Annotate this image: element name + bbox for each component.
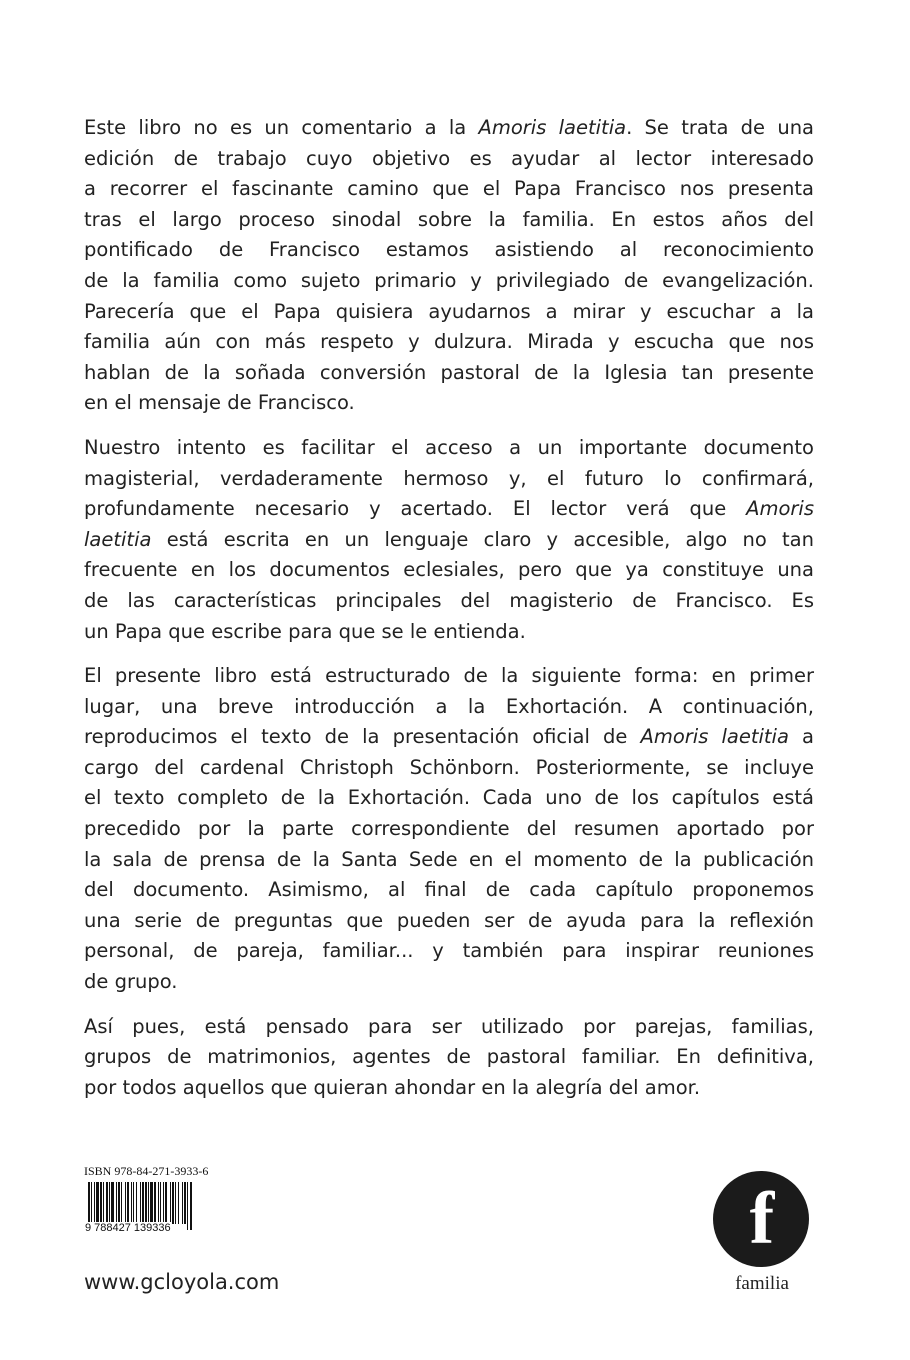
barcode-bar bbox=[160, 1182, 161, 1224]
paragraph bbox=[84, 433, 814, 647]
text-line bbox=[84, 586, 814, 617]
barcode-bar bbox=[125, 1182, 126, 1224]
text-line bbox=[84, 1012, 814, 1043]
paragraph bbox=[84, 113, 814, 419]
text-segment: frecuente en los documentos eclesiales, pero que ya constituye una bbox=[84, 558, 814, 582]
barcode-bar bbox=[96, 1182, 99, 1224]
barcode-bar bbox=[175, 1182, 176, 1224]
text-segment: a recorrer el fascinante camino que el Papa Francisco nos presenta bbox=[84, 177, 814, 201]
text-line bbox=[84, 967, 814, 998]
logo-caption: familia bbox=[735, 1273, 789, 1294]
familia-logo-mark bbox=[713, 1171, 809, 1267]
text-line bbox=[84, 906, 814, 937]
barcode-bar bbox=[184, 1182, 186, 1224]
italic-title: Amoris laetitia bbox=[478, 116, 627, 139]
text-segment: cargo del cardenal Christoph Schönborn. Posteriormente, se incluye bbox=[84, 755, 814, 779]
text-segment: un Papa que escribe para que se le entienda. bbox=[84, 619, 526, 643]
text-line bbox=[84, 875, 814, 906]
isbn-label: ISBN 978-84-271-3933-6 bbox=[84, 1164, 209, 1178]
text-line bbox=[84, 617, 814, 648]
text-line bbox=[84, 494, 814, 525]
text-segment: tras el largo proceso sinodal sobre la familia. En estos años del bbox=[84, 207, 814, 231]
text-line bbox=[84, 722, 814, 753]
text-segment: magisterial, verdaderamente hermoso y, el futuro lo confirmará, bbox=[84, 466, 814, 490]
text-line bbox=[84, 753, 814, 784]
barcode-bar bbox=[116, 1182, 117, 1224]
text-segment: Este libro no es un comentario a la bbox=[84, 116, 479, 139]
text-segment: de las características principales del magisterio de Francisco. Es bbox=[84, 588, 814, 612]
barcode-bar bbox=[106, 1182, 108, 1224]
text-segment: pontificado de Francisco estamos asistiendo al reconocimiento bbox=[84, 238, 814, 262]
barcode-bar bbox=[158, 1182, 159, 1224]
barcode-bar bbox=[103, 1182, 104, 1224]
text-segment: a bbox=[788, 725, 814, 749]
barcode-bar bbox=[170, 1182, 171, 1224]
barcode-bar bbox=[111, 1182, 114, 1224]
barcode-bar bbox=[136, 1182, 137, 1224]
text-segment: la sala de prensa de la Santa Sede en el momento de la publicación bbox=[84, 847, 814, 871]
text-segment: Parecería que el Papa quisiera ayudarnos a mirar y escuchar a la bbox=[84, 299, 814, 323]
barcode-bar bbox=[182, 1182, 183, 1224]
barcode-number bbox=[84, 1222, 230, 1234]
barcode-bar bbox=[121, 1182, 122, 1224]
text-segment: en el mensaje de Francisco. bbox=[84, 391, 355, 415]
italic-title: Amoris bbox=[746, 497, 814, 521]
text-line bbox=[84, 555, 814, 586]
barcode-bar bbox=[154, 1182, 156, 1224]
paragraph bbox=[84, 1012, 814, 1104]
text-segment: por todos aquellos que quieran ahondar en la alegría del amor. bbox=[84, 1075, 701, 1099]
text-line bbox=[84, 327, 814, 358]
text-segment: . Se trata de una bbox=[626, 116, 814, 139]
text-line bbox=[84, 433, 814, 464]
barcode-bar bbox=[178, 1182, 179, 1224]
text-segment: El presente libro está estructurado de la siguiente forma: en primer bbox=[84, 664, 814, 688]
barcode-number-text: 9 788427 139336 bbox=[85, 1222, 171, 1234]
barcode-bar bbox=[163, 1182, 164, 1224]
logo-letter: f bbox=[749, 1178, 775, 1260]
text-line bbox=[84, 358, 814, 389]
text-line bbox=[84, 814, 814, 845]
text-segment: Nuestro intento es facilitar el acceso a un importante documento bbox=[84, 435, 814, 459]
text-segment: edición de trabajo cuyo objetivo es ayudar al lector interesado bbox=[84, 146, 814, 170]
barcode-bar bbox=[172, 1182, 174, 1224]
text-segment: de grupo. bbox=[84, 970, 178, 994]
barcode-bar bbox=[148, 1182, 149, 1224]
text-segment: una serie de preguntas que pueden ser de ayuda para la reflexión bbox=[84, 908, 814, 932]
text-line bbox=[84, 936, 814, 967]
text-segment: personal, de pareja, familiar... y también para inspirar reuniones bbox=[84, 939, 814, 963]
text-line bbox=[84, 113, 814, 144]
text-line bbox=[84, 297, 814, 328]
barcode-bar bbox=[131, 1182, 132, 1224]
publisher-website: www.gcloyola.com bbox=[84, 1270, 280, 1294]
barcode-bar bbox=[145, 1182, 147, 1224]
text-line bbox=[84, 845, 814, 876]
barcode-bar bbox=[109, 1182, 110, 1224]
text-line bbox=[84, 1073, 814, 1104]
barcode-bar bbox=[165, 1182, 167, 1224]
text-segment: precedido por la parte correspondiente del resumen aportado por bbox=[84, 817, 814, 841]
barcode-bar bbox=[100, 1182, 102, 1224]
text-segment: Así pues, está pensado para ser utilizado por parejas, familias, bbox=[84, 1014, 814, 1038]
text-segment: profundamente necesario y acertado. El lector verá que bbox=[84, 497, 747, 521]
text-segment: grupos de matrimonios, agentes de pastoral familiar. En definitiva, bbox=[84, 1045, 814, 1069]
text-segment: está escrita en un lenguaje claro y accesible, algo no tan bbox=[151, 527, 814, 551]
text-line bbox=[84, 235, 814, 266]
barcode-bar bbox=[150, 1182, 153, 1224]
familia-logo-icon bbox=[713, 1171, 809, 1267]
text-segment: hablan de la soñada conversión pastoral de la Iglesia tan presente bbox=[84, 360, 814, 384]
barcode-bar bbox=[94, 1182, 95, 1224]
text-segment: de la familia como sujeto primario y privilegiado de evangelización. bbox=[84, 268, 814, 292]
text-segment: del documento. Asimismo, al final de cada capítulo proponemos bbox=[84, 878, 814, 902]
barcode-bar bbox=[127, 1182, 129, 1224]
text-line bbox=[84, 464, 814, 495]
barcode-bar bbox=[118, 1182, 120, 1224]
text-segment: familia aún con más respeto y dulzura. Mirada y escucha que nos bbox=[84, 330, 814, 354]
barcode-bar bbox=[133, 1182, 134, 1224]
text-line bbox=[84, 783, 814, 814]
text-line bbox=[84, 174, 814, 205]
blurb-text bbox=[84, 113, 814, 1117]
paragraph bbox=[84, 661, 814, 998]
text-line bbox=[84, 661, 814, 692]
text-line bbox=[84, 525, 814, 556]
text-line bbox=[84, 388, 814, 419]
text-line bbox=[84, 266, 814, 297]
italic-title: Amoris laetitia bbox=[640, 725, 789, 749]
text-line bbox=[84, 1042, 814, 1073]
text-segment: lugar, una breve introducción a la Exhortación. A continuación, bbox=[84, 694, 814, 718]
text-segment: el texto completo de la Exhortación. Cada uno de los capítulos está bbox=[84, 786, 814, 810]
italic-title: laetitia bbox=[84, 527, 152, 551]
text-line bbox=[84, 144, 814, 175]
text-segment: reproducimos el texto de la presentación oficial de bbox=[84, 725, 641, 749]
text-line bbox=[84, 205, 814, 236]
text-line bbox=[84, 692, 814, 723]
